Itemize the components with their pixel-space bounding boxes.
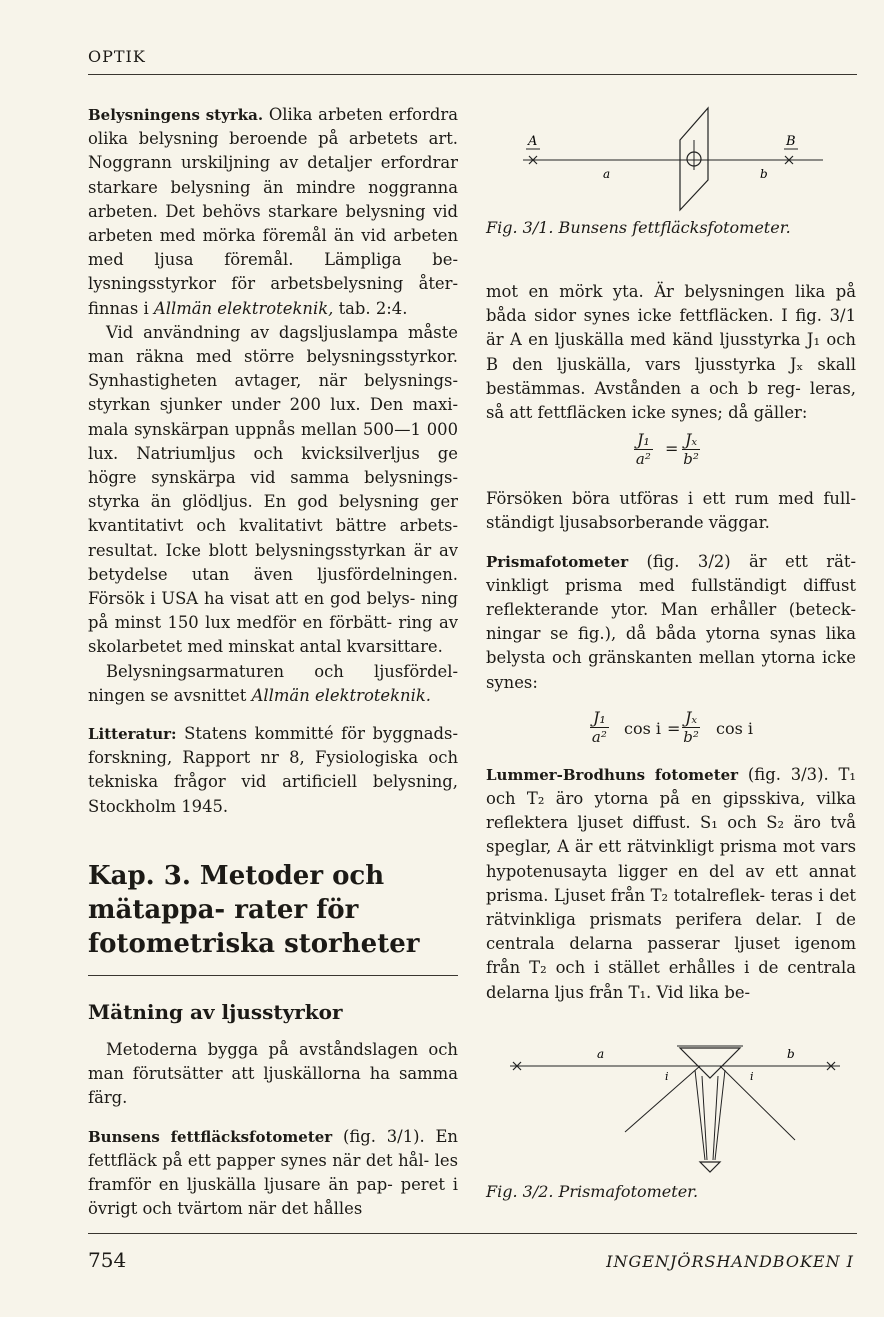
- page-number: 754: [88, 1248, 127, 1272]
- paragraph-text: Belysningsarmaturen och ljusfördel- ningen se avsnittet: [88, 661, 458, 705]
- paragraph-text: Statens kommitté för byggnads- forskning, Rapport nr 8, Fysiologiska och tekniska frågor vid artificiell belysning, Stockholm 1945.: [88, 724, 459, 816]
- equation-prism: [486, 699, 856, 755]
- view-ray-1: [695, 1070, 705, 1160]
- chapter-rule: [88, 975, 458, 976]
- numerator: J₁: [634, 431, 653, 450]
- label-b: b: [760, 167, 768, 181]
- reference: Allmän elektroteknik,: [153, 298, 334, 318]
- ray-right-in: [720, 1066, 795, 1140]
- paragraph-bunsen: [88, 1125, 458, 1222]
- paragraph-litteratur: [88, 722, 458, 819]
- figure-caption: Fig. 3/2. Prismafotometer.: [486, 1182, 699, 1201]
- label-a: a: [603, 167, 611, 181]
- view-ray-3: [702, 1076, 707, 1160]
- fraction: [590, 709, 609, 746]
- cos-term: cos i: [624, 718, 662, 738]
- equals-sign: =: [665, 439, 679, 459]
- reference: Allmän elektroteknik.: [251, 685, 431, 705]
- paragraph-lead: Litteratur:: [88, 725, 177, 744]
- paragraph-text: (fig. 3/2) är ett rät- vinkligt prisma med fullständigt diffust reflekterande ytor. Man erhåller (beteck- ningar se fig.), då båda ytorna synas lika belysta och gränskanten mellan ytorna icke synes:: [486, 551, 856, 692]
- left-column: [88, 103, 458, 1221]
- paragraph-lead: Lummer-Brodhuns fotometer: [486, 765, 739, 784]
- ray-left-in: [625, 1066, 700, 1132]
- figure-bunsen-photometer: [518, 100, 828, 215]
- label-A: A: [528, 134, 538, 149]
- view-ray-4: [713, 1076, 718, 1160]
- paragraph-metoderna: Metoderna bygga på avståndslagen och man förutsätter att ljuskällorna ha samma färg.: [88, 1039, 458, 1108]
- label-B: B: [786, 134, 796, 149]
- paragraph-prismafotometer: [486, 550, 856, 695]
- running-header: OPTIK: [88, 47, 146, 66]
- paragraph-lead: Prismafotometer: [486, 552, 629, 571]
- equation-distance-law: [486, 429, 856, 479]
- fraction: [634, 431, 653, 468]
- paragraph-mork-yta: mot en mörk yta. Är belysningen lika på båda sidor synes icke fettfläcken. I fig. 3/1 är A en ljuskälla med känd ljusstyrka J₁ och B den ljuskälla, vars ljusstyrka Jₓ skall bestämmas. Avstånden a och b reg- leras, så att fettfläcken icke synes; då gäller:: [486, 282, 856, 423]
- paragraph-text: tab. 2:4.: [338, 298, 408, 318]
- numerator: Jₓ: [682, 709, 700, 728]
- figure-prism-photometer: [505, 1040, 845, 1180]
- numerator: Jₓ: [682, 431, 700, 450]
- cos-term: cos i: [716, 718, 754, 738]
- fraction: [682, 431, 700, 468]
- prism: [680, 1048, 740, 1078]
- label-a: a: [597, 1047, 605, 1061]
- denominator: a²: [591, 727, 607, 746]
- label-b: b: [787, 1047, 795, 1061]
- paragraph-text: (fig. 3/3). T₁ och T₂ äro ytorna på en gipsskiva, vilka reflektera ljuset diffust. S₁ och S₂ äro två speglar, A är ett rätvinkligt prisma mot vars hypotenusayta ligger en del av ett annat prisma. Ljuset från T₂ totalreflek- teras i det rätvinkliga prismats perifera delar. I de centrala delarna passerar ljuset igenom från T₂ och i stället erhålles i de centrala delarna ljus från T₁. Vid lika be-: [486, 764, 856, 1002]
- paragraph-belysningens-styrka: [88, 103, 458, 321]
- paragraph-text: Olika arbeten erfordra olika belysning beroende på arbetets art. Noggrann urskiljning av detaljer erfordrar starkare belysning än mindre noggranna arbeten. Det behövs starkare belysning vid arbeten med mörka föremål än vid arbeten med ljusa föremål. Lämpliga be- lysningsstyrkor för arbetsbelysning åter- finnas i: [88, 105, 458, 318]
- denominator: a²: [635, 450, 651, 469]
- label-i-right: i: [750, 1070, 754, 1083]
- paragraph-lummer-brodhun: [486, 763, 856, 1005]
- fraction: [682, 709, 700, 746]
- denominator: b²: [683, 727, 699, 746]
- paragraph-armatur: [88, 660, 458, 708]
- label-i-left: i: [665, 1070, 669, 1083]
- figure-caption: Fig. 3/1. Bunsens fettfläcksfotometer.: [486, 218, 791, 237]
- book-title: INGENJÖRSHANDBOKEN I: [606, 1252, 854, 1271]
- right-column: [486, 280, 856, 1005]
- paragraph-dagsljus: Vid användning av dagsljuslampa måste man räkna med större belysningsstyrkor. Synhastigheten avtager, när belysnings- styrkan sjunker under 200 lux. Den maxi- mala synskärpan uppnås mellan 500—1 000 lux. Natriumljus och kvicksilverljus ge högre synskärpa vid samma belysnings- styrka än glödljus. En god belysning ger kvantitativt och kvalitativt bättre arbets- resultat. Icke blott belysningsstyrkan är av betydelse utan även ljusfördelningen. Försök i USA ha visat att en god belys- ning på minst 150 lux medför en förbätt- ring av skolarbetet med minskat antal kvarsittare.: [88, 322, 458, 657]
- paragraph-text: (fig. 3/1). En fettfläck på ett papper synes när det hål- les framför en ljuskälla ljusare än pap- peret i övrigt och tvärtom när det hålles: [88, 1126, 458, 1219]
- footer-rule: [88, 1233, 857, 1234]
- paragraph-lead: Belysningens styrka.: [88, 106, 264, 124]
- denominator: b²: [683, 450, 699, 469]
- chapter-title: Kap. 3. Metoder och mätappa- rater för fotometriska storheter: [88, 860, 420, 959]
- paragraph-forsoken: Försöken böra utföras i ett rum med full- ständigt ljusabsorberande väggar.: [486, 489, 856, 533]
- equals-sign: =: [667, 718, 681, 738]
- eye-marker: [700, 1162, 720, 1172]
- header-rule: [88, 74, 857, 75]
- numerator: J₁: [590, 709, 609, 728]
- view-ray-2: [715, 1070, 725, 1160]
- section-title: Mätning av ljusstyrkor: [88, 999, 343, 1024]
- paragraph-lead: Bunsens fettfläcksfotometer: [88, 1127, 333, 1146]
